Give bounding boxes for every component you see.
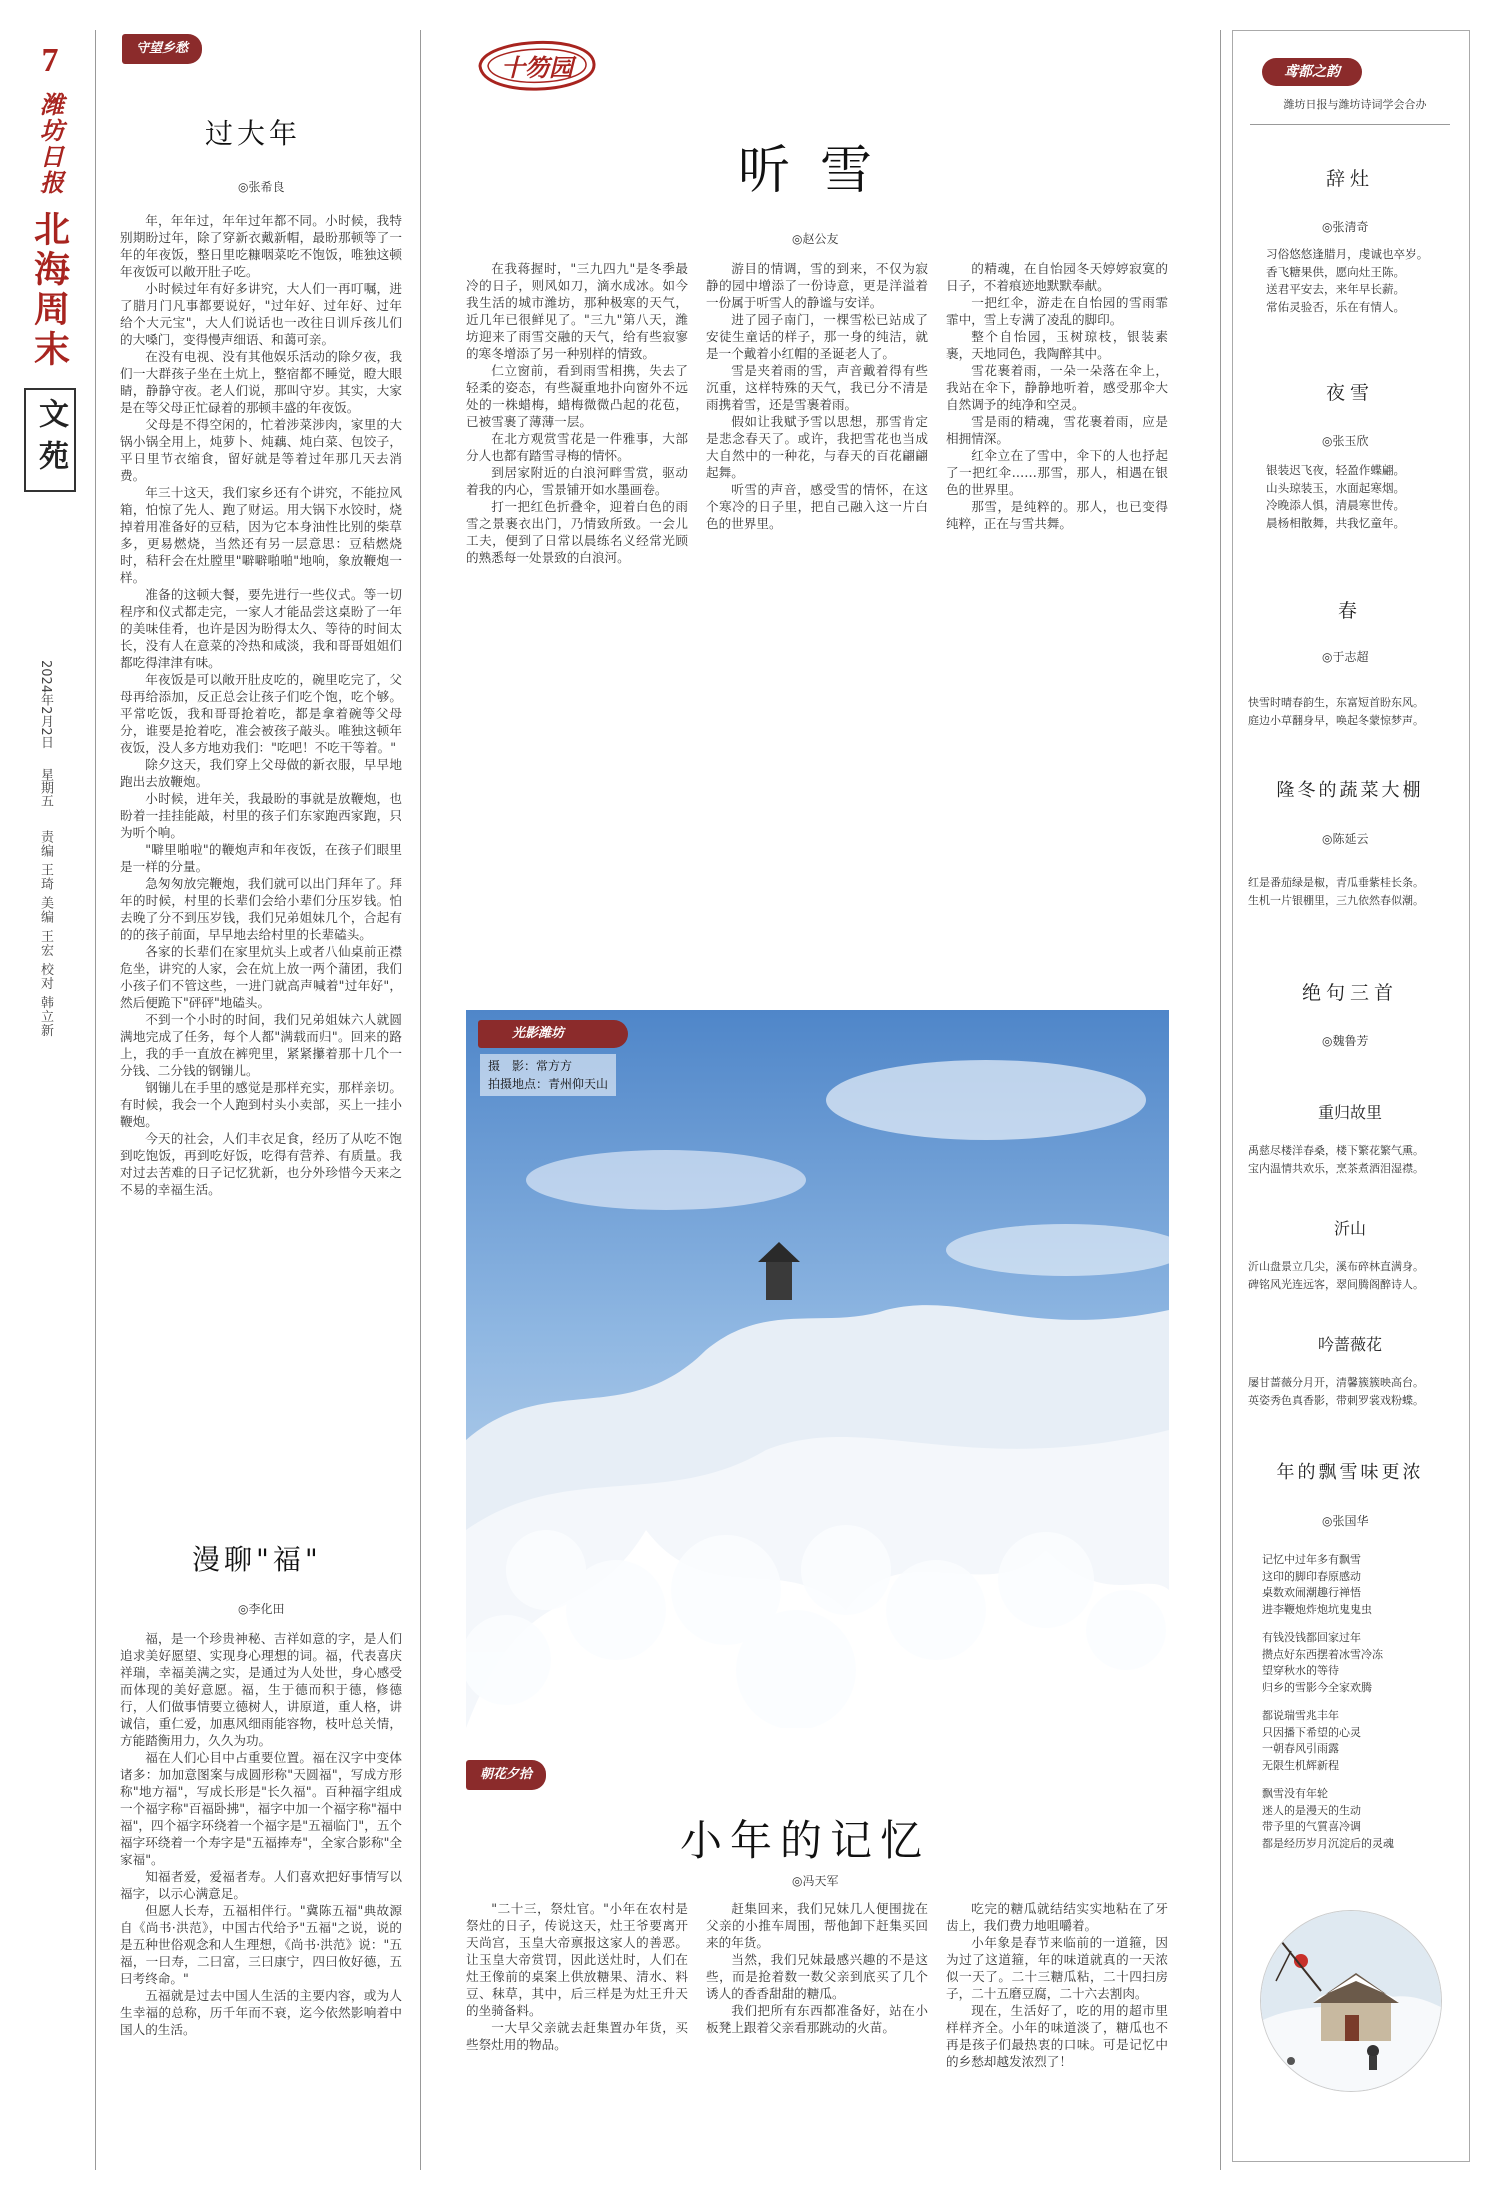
article-title: 听雪 xyxy=(738,141,903,201)
article-body-col2 xyxy=(466,260,688,980)
poem-body: 红是番茄绿是椒，青瓜垂紫桂长条。 生机一片银棚里，三九依然春似潮。 xyxy=(1248,876,1424,907)
poem-line: 一朝春风引雨露 xyxy=(1262,1742,1339,1755)
poem-title: 隆冬的蔬菜大棚 xyxy=(1276,780,1424,801)
poem-title: 年的飘雪味更浓 xyxy=(1276,1462,1424,1483)
paragraph: 今天的社会，人们丰衣足食，经历了从吃不饱到吃饱饭，再到吃好饭，吃得有营养、有质量。我对过去苦难的日子记忆犹新，也分外珍惜今天来之不易的幸福生活。 xyxy=(120,1131,402,1197)
paragraph: 仁立窗前，看到雨雪相携，失去了轻柔的姿态，有些凝重地扑向窗外不远处的一株蜡梅，蜡梅微微凸起的花苞，已被雪裹了薄薄一层。 xyxy=(466,363,688,429)
poem-title: 辞灶 xyxy=(1325,168,1374,190)
paragraph: 五福就是过去中国人生活的主要内容，或为人生幸福的总称，历千年而不衰，迄今依然影响着中国人的生活。 xyxy=(120,1988,402,2037)
poem-line: 都是经历岁月沉淀后的灵魂 xyxy=(1262,1836,1394,1850)
poem-subtitle: 沂山 xyxy=(1333,1219,1366,1238)
article-body-b xyxy=(706,1900,928,2168)
poem-author: ◎张清奇 xyxy=(1322,220,1369,234)
poem-line: 桌数欢闹潮趣行禅悟 xyxy=(1262,1586,1361,1599)
article-body-2 xyxy=(120,1630,402,2160)
paragraph: 雪是夹着雨的雪，声音戴着得有些沉重，这样特殊的天气，我已分不清是雨携着雪，还是雪裹着雨。 xyxy=(706,363,928,412)
paragraph: 小时候，进年关，我最盼的事就是放鞭炮，也盼着一挂挂能敲，村里的孩子们东家跑西家跑，只为听个响。 xyxy=(120,791,402,840)
paragraph: 在我蒋握时，"三九四九"是冬季最冷的日子，则风如刀，滴水成冰。如今我生活的城市潍坊，那种极寒的天气，近几年已很鲜见了。"三九"第八天，潍坊迎来了雨雪交融的天气，给有些寂寥的寒冬增添了另一种别样的情致。 xyxy=(466,261,688,361)
column-logo xyxy=(472,28,602,104)
supplement-name: 北海周末 xyxy=(28,210,71,370)
poetry-header-tag xyxy=(1262,58,1362,86)
paragraph: 年三十这天，我们家乡还有个讲究，不能拉风箱，怕惊了先人、跑了财运。用大锅下水饺时，烧掉着用准备好的豆秸，因为它本身油性比别的柴草多，更易燃烧，当然还有另一层意思：豆秸燃烧时，秸秆会在灶膛里"噼噼啪啪"地响，象放鞭炮一样。 xyxy=(120,485,402,585)
poem-author: ◎陈延云 xyxy=(1322,832,1369,846)
paragraph: 小年象是春节来临前的一道箍，因为过了这道箍，年的味道就真的一天浓似一天了。二十三糖瓜粘，二十四扫房子，二十五磨豆腐，二十六去割肉。 xyxy=(946,1935,1168,2001)
poetry-header-title: 鸢都之韵 xyxy=(1284,64,1340,80)
paragraph: 不到一个小时的时间，我们兄弟姐妹六人就圆满地完成了任务，每个人都"满载而归"。回来的路上，我的手一直放在裤兜里，紧紧攥着那十几个一分钱、二分钱的钢镚儿。 xyxy=(120,1012,402,1078)
poem-line: 归乡的雪影今全家欢腾 xyxy=(1262,1680,1372,1694)
tag-zhaohua xyxy=(466,1760,636,1792)
masthead xyxy=(20,42,80,492)
paragraph: "二十三，祭灶官。"小年在农村是祭灶的日子，传说这天，灶王爷要离开天尚宫，玉皇大帝禀报这家人的善恶。让玉皇大帝赏罚，因此送灶时，人们在灶王像前的桌案上供放糖果、清水、料豆、秣草，其中，后三样是为灶王升天的坐骑备料。 xyxy=(466,1901,688,2018)
paragraph: 父母是不得空闲的，忙着涉菜涉肉，家里的大锅小锅全用上，炖萝卜、炖藕、炖白菜、包饺子，平日里节衣缩食，留好就是等着过年那几天去消费。 xyxy=(120,417,402,483)
paragraph: 赶集回来，我们兄妹几人便围拢在父亲的小推车周围，帮他卸下赶集买回来的年货。 xyxy=(706,1901,928,1950)
logo-text: 十笏园 xyxy=(501,53,573,82)
winter-illustration xyxy=(1260,1910,1442,2092)
article-title: 小年的记忆 xyxy=(680,1816,931,1865)
paragraph: 打一把红色折叠伞，迎着白色的雨雪之景裹衣出门，乃情致所致。一会儿工夫，便到了日常以晨练名义经常光顾的熟悉每一处景致的白浪河。 xyxy=(466,499,688,565)
paragraph: 急匆匆放完鞭炮，我们就可以出门拜年了。拜年的时候，村里的长辈们会给小辈们分压岁钱。怕去晚了分不到压岁钱，我们兄弟姐妹几个，合起有的的孩子前面，早早地去给村里的长辈磕头。 xyxy=(120,876,402,942)
paragraph: 小时候过年有好多讲究，大人们一再叮嘱，进了腊月门凡事都要说好，"过年好、过年好、过年给个大元宝"，大人们说话也一改往日训斥孩儿们的大嗓门，变得慢声细语、和蔼可亲。 xyxy=(120,281,402,347)
poem-body: 银装迟飞夜，轻盈作蝶翩。 山头琼装玉，水面起寒烟。 冷晚添人惧，清晨寒世传。 晨杨相散舞，共我忆童年。 xyxy=(1266,463,1406,530)
poem-title: 春 xyxy=(1337,600,1362,622)
poem-group-title: 绝句三首 xyxy=(1301,982,1398,1004)
paragraph: 除夕这天，我们穿上父母做的新衣服，早早地跑出去放鞭炮。 xyxy=(120,757,402,789)
paragraph: 听雪的声音，感受雪的情怀，在这个寒冷的日子里，把自己融入这一片白色的世界里。 xyxy=(706,482,928,531)
paper-name: 潍坊日报 xyxy=(35,92,65,196)
editors: 责编 王琦 美编 王宏 校对 韩立新 xyxy=(38,830,53,1038)
poem-line: 进李鞭炮炸炮坑鬼鬼虫 xyxy=(1262,1602,1372,1616)
poem-subtitle: 吟蔷薇花 xyxy=(1317,1335,1382,1354)
section-name: 文苑 xyxy=(33,398,68,482)
paragraph: 现在，生活好了，吃的用的超市里样样齐全。小年的味道淡了，糖瓜也不再是孩子们最热衷的口味。可是记忆中的乡愁却越发浓烈了！ xyxy=(946,2003,1168,2069)
paragraph: 年，年年过，年年过年都不同。小时候，我特别期盼过年，除了穿新衣戴新帽，最盼那顿等了一年的年夜饭，整日里吃糠咽菜吃不饱饭，唯独这顿年夜饭可以敞开肚子吃。 xyxy=(120,213,402,279)
paragraph: "噼里啪啦"的鞭炮声和年夜饭，在孩子们眼里是一样的分量。 xyxy=(120,842,402,874)
paragraph: 知福者爱，爱福者寿。人们喜欢把好事情写以福字，以示心满意足。 xyxy=(120,1869,402,1901)
poetry-header-sub: 潍坊日报与潍坊诗词学会合办 xyxy=(1283,98,1427,111)
paragraph: 福，是一个珍贵神秘、吉祥如意的字，是人们追求美好愿望、实现身心理想的词。福，代表喜庆祥瑞，幸福美满之实，是通过为人处世，身心感受而体现的美好意愿。福，生于德而积于德，修德行，人们做事情要立德树人，讲原道，重人格，讲诚信，重仁爱，加惠风细雨能容物，枝叶总关情，方能踏衡用力，久久为功。 xyxy=(120,1631,402,1748)
paragraph: 钢镚儿在手里的感觉是那样充实，那样亲切。有时候，我会一个人跑到村头小卖部，买上一挂小鞭炮。 xyxy=(120,1080,402,1129)
poem-title: 夜雪 xyxy=(1325,382,1374,404)
photo-tag-label: 光影潍坊 xyxy=(512,1026,565,1041)
article-title: 过大年 xyxy=(205,117,302,150)
paragraph: 在没有电视、没有其他娱乐活动的除夕夜，我们一大群孩子坐在土炕上，整宿都不睡觉，瞪大眼睛，静静守夜。老人们说，那叫守岁。其实，大家是在等父母正忙碌着的那顿丰盛的年夜饭。 xyxy=(120,349,402,415)
poem-body: 屡甘蔷薇分月开，清馨簇簇映高台。 英姿秀色真香影，带刺罗裳戏粉蝶。 xyxy=(1248,1376,1424,1407)
paragraph: 进了园子南门，一棵雪松已站成了安徒生童话的样子，那一身的纯洁，就是一个戴着小红帽的圣诞老人了。 xyxy=(706,312,928,361)
poem-body: 禹慈尽楼洋春桑，楼下繁花繁气熏。 宝内温情共欢乐，烹茶煮酒泪湿襟。 xyxy=(1248,1144,1424,1175)
poem-body: 快雪时晴春韵生，东富短首盼东风。 庭边小草翻身早，唤起冬蒙惊梦声。 xyxy=(1248,696,1424,727)
snow-village-image xyxy=(1261,1911,1441,2091)
paragraph: 准备的这顿大餐，要先进行一些仪式。等一切程序和仪式都走完，一家人才能品尝这桌盼了一年的美味佳肴，也许是因为盼得太久、等待的时间太长，没有人在意菜的冷热和咸淡，我和哥哥姐姐们都吃得津津有味。 xyxy=(120,587,402,670)
tag-label: 守望乡愁 xyxy=(122,34,202,64)
paragraph: 红伞立在了雪中，伞下的人也抒起了一把红伞……那雪，那人，相遇在银色的世界里。 xyxy=(946,448,1168,497)
poem-line: 只因播下希望的心灵 xyxy=(1262,1725,1361,1739)
paragraph: 雪花裹着雨，一朵一朵落在伞上，我站在伞下，静静地听着，感受那伞大自然调予的纯净和空灵。 xyxy=(946,363,1168,412)
poem-author: ◎张玉欣 xyxy=(1322,434,1369,448)
poem-line: 有钱没钱都回家过年 xyxy=(1262,1631,1361,1644)
page-number: 7 xyxy=(41,42,59,79)
snow-photo xyxy=(466,1010,1169,1728)
paragraph: 到居家附近的白浪河畔雪赏，驱动着我的内心，雪景铺开如水墨画卷。 xyxy=(466,465,688,497)
article-body-c xyxy=(946,1900,1168,2168)
poem-line: 攒点好东西摆着冰雪冷冻 xyxy=(1262,1647,1383,1661)
paragraph: 那雪，是纯粹的。那人，也已变得纯粹，正在与雪共舞。 xyxy=(946,499,1168,531)
poem-line: 带予里的气質喜冷调 xyxy=(1262,1820,1361,1833)
poem-subtitle: 重归故里 xyxy=(1317,1103,1382,1122)
paragraph: 一大早父亲就去赶集置办年货，买些祭灶用的物品。 xyxy=(466,2020,688,2052)
paragraph: 一把红伞，游走在自怡园的雪雨霏霏中，雪上专满了凌乱的脚印。 xyxy=(946,295,1168,327)
paragraph: 当然，我们兄妹最感兴趣的不是这些，而是抢着数一数父亲到底买了几个诱人的香香甜甜的糖瓜。 xyxy=(706,1952,928,2001)
paragraph: 游目的情调，雪的到来，不仅为寂静的园中增添了一份诗意，更是洋溢着一份属于听雪人的静谧与安详。 xyxy=(706,261,928,310)
photographer: 摄 影：常方方 xyxy=(488,1059,573,1073)
paragraph: 福在人们心目中占重要位置。福在汉字中变体诸多：加加意图案与成圆形称"天圆福"，写成方形称"地方福"，写成长形是"长久福"。百种福字组成一个福字称"百福卧拂"，福字中加一个福字称"福中福"，四个福字环绕着一个福字是"五福临门"，五个福字环绕着一个寿字是"五福捧寿"，全家合影称"全家福"。 xyxy=(120,1750,402,1867)
poem-line: 这印的脚印春原感动 xyxy=(1262,1569,1361,1583)
paragraph: 年夜饭是可以敞开肚皮吃的，碗里吃完了，父母再给添加，反正总会让孩子们吃个饱，吃个够。平常吃饭，我和哥哥抢着吃，都是拿着碗等父母分，谁要是抢着吃，准会被孩子敲头。唯独这顿年夜饭，没人多方地劝我们："吃吧！不吃干等着。" xyxy=(120,672,402,755)
poem-body xyxy=(1262,1552,1458,1852)
date: 2024年2月2日 xyxy=(38,660,53,749)
poem-line: 迷人的是漫天的生动 xyxy=(1262,1803,1361,1817)
article-body-col4 xyxy=(946,260,1168,980)
paragraph: 但愿人长寿，五福相伴行。"冀陈五福"典故源自《尚书·洪范》，中国古代给予"五福"之说，说的是五种世俗观念和人生理想，《尚书·洪范》说："五福，一曰寿，二曰富，三曰康宁，四曰攸好德，五曰考终命。" xyxy=(120,1903,402,1986)
poem-author: ◎于志超 xyxy=(1322,650,1369,664)
article-title: 漫聊"福" xyxy=(192,1543,322,1576)
poem-line: 望穿秋水的等待 xyxy=(1262,1664,1339,1677)
tag-label: 朝花夕拾 xyxy=(466,1760,546,1790)
section-box xyxy=(24,388,76,492)
tag-shouwang xyxy=(122,34,292,66)
paragraph: 各家的长辈们在家里炕头上或者八仙桌前正襟危坐，讲究的人家，会在炕上放一两个蒲团，我们小孩子们不管这些，一进门就高声喊着"过年好"，然后便跪下"砰砰"地磕头。 xyxy=(120,944,402,1010)
byline: ◎李化田 xyxy=(238,1602,285,1616)
poem-body: 沂山盘景立几尖，溪布碎林直满身。 碑铭风光连远客，翠间腾阁醉诗人。 xyxy=(1248,1260,1424,1291)
paragraph: 吃完的糖瓜就结结实实地粘在了牙齿上，我们费力地咀嚼着。 xyxy=(946,1901,1168,1933)
poem-author: ◎张国华 xyxy=(1322,1514,1369,1528)
article-body-a xyxy=(466,1900,688,2168)
byline: ◎冯天军 xyxy=(792,1874,839,1888)
poem-line: 都说瑞雪兆丰年 xyxy=(1262,1709,1339,1722)
poem-line: 无限生机辉新程 xyxy=(1262,1758,1339,1772)
paragraph: 我们把所有东西都准备好，站在小板凳上跟着父亲看那跳动的火苗。 xyxy=(706,2003,928,2035)
paragraph: 整个自怡园，玉树琼枝，银装素裹，天地同色，我陶醉其中。 xyxy=(946,329,1168,361)
poem-body: 习俗悠悠逢腊月，虔诚也卒岁。 香飞糖果供，愿向灶王陈。 送君平安去，来年早长薪。 常佑灵验否，乐在有情人。 xyxy=(1266,247,1429,314)
article-body-col3 xyxy=(706,260,928,980)
paragraph: 的精魂，在自怡园冬天婷婷寂寞的日子，不着痕迹地默默奉献。 xyxy=(946,261,1168,293)
poem-author: ◎魏鲁芳 xyxy=(1322,1034,1369,1048)
photo-location: 拍摄地点：青州仰天山 xyxy=(488,1077,609,1091)
paragraph: 假如让我赋予雪以思想，那雪肯定是悲念春天了。或许，我把雪花也当成大自然中的一种花，与春天的百花翩翩起舞。 xyxy=(706,414,928,480)
paragraph: 雪是雨的精魂，雪花裹着雨，应是相拥情深。 xyxy=(946,414,1168,446)
photo-caption xyxy=(480,1054,616,1096)
photo-tag xyxy=(478,1020,628,1048)
poem-line: 记忆中过年多有飘雪 xyxy=(1262,1553,1361,1566)
poem-line: 飘雪没有年轮 xyxy=(1262,1787,1328,1800)
paragraph: 在北方观赏雪花是一件雅事，大部分人也都有踏雪寻梅的情怀。 xyxy=(466,431,688,463)
article-body-1 xyxy=(120,212,402,1532)
byline: ◎张希良 xyxy=(238,180,285,194)
weekday: 星期五 xyxy=(38,768,53,807)
snow-landscape-image xyxy=(466,1010,1169,1728)
byline: ◎赵公友 xyxy=(792,232,839,246)
